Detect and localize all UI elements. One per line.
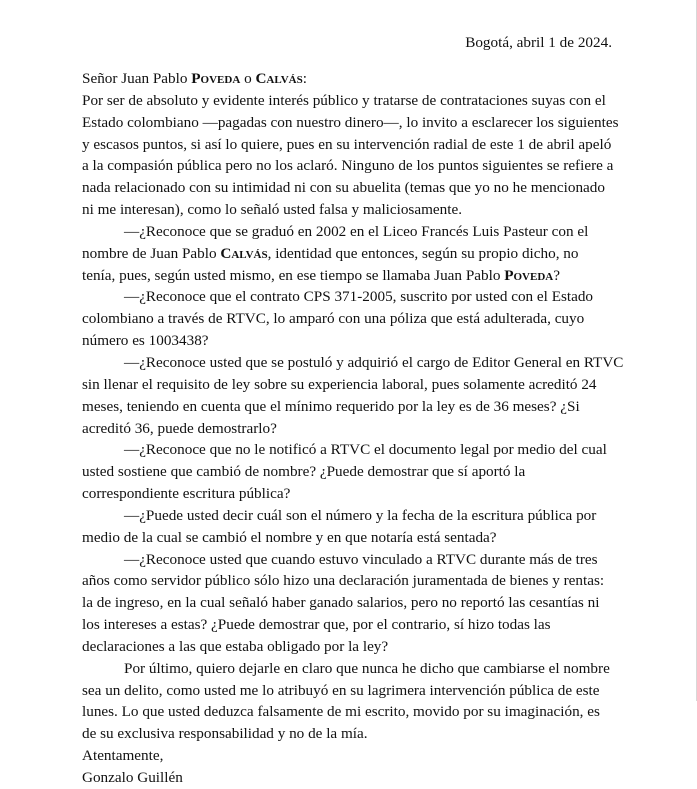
intro-line: Estado colombiano —pagadas con nuestro dinero—, lo invito a esclarecer los siguientes bbox=[82, 113, 619, 131]
salutation bbox=[82, 68, 622, 90]
intro-paragraph bbox=[82, 90, 622, 221]
signature: Gonzalo Guillén bbox=[82, 769, 183, 786]
question-line: número es 1003438? bbox=[82, 332, 209, 350]
intro-line: a la compasión pública pero no los aclaró. Ninguno de los puntos siguientes se refiere a bbox=[82, 157, 614, 175]
name-calvas: Calvás bbox=[220, 244, 268, 262]
question-line: nombre de Juan Pablo bbox=[82, 244, 221, 262]
salutation-suffix: : bbox=[302, 70, 307, 87]
closing-paragraph bbox=[82, 658, 622, 745]
question-line: acreditó 36, puede demostrarlo? bbox=[82, 419, 277, 437]
salutation-name-calvas: Calvás bbox=[255, 70, 303, 87]
question-line: —¿Reconoce que el contrato CPS 371-2005, suscrito por usted con el Estado bbox=[124, 288, 594, 306]
question-4 bbox=[82, 439, 622, 505]
question-line: meses, teniendo en cuenta que el mínimo requerido por la ley es de 36 meses? ¿Si bbox=[82, 397, 580, 415]
letter-date: Bogotá, abril 1 de 2024. bbox=[465, 34, 612, 51]
intro-line: ni me interesan), como lo señaló usted falsa y maliciosamente. bbox=[82, 201, 462, 219]
question-line: —¿Reconoce que se graduó en 2002 en el Liceo Francés Luis Pasteur con el bbox=[124, 222, 589, 240]
question-line: medio de la cual se cambió el nombre y en que notaría está sentada? bbox=[82, 528, 497, 546]
question-line: años como servidor público sólo hizo una declaración juramentada de bienes y rentas: bbox=[82, 572, 605, 590]
salutation-mid: o bbox=[240, 70, 256, 87]
salutation-name-poveda: Poveda bbox=[191, 70, 241, 87]
intro-line: nada relacionado con su intimidad ni con su abuelita (temas que yo no he mencionado bbox=[82, 179, 605, 197]
question-line: usted sostiene que cambió de nombre? ¿Puede demostrar que sí aportó la bbox=[82, 463, 526, 481]
letter-body bbox=[82, 68, 622, 789]
signoff: Atentamente, bbox=[82, 747, 164, 765]
question-line: colombiano a través de RTVC, lo amparó con una póliza que está adulterada, cuyo bbox=[82, 310, 585, 328]
closing-line: lunes. Lo que usted deduzca falsamente de mi escrito, movido por su imaginación, es bbox=[82, 703, 600, 721]
question-line: —¿Reconoce usted que cuando estuvo vinculado a RTVC durante más de tres bbox=[124, 550, 598, 568]
question-line: —¿Puede usted decir cuál son el número y la fecha de la escritura pública por bbox=[124, 506, 597, 524]
question-line: —¿Reconoce usted que se postuló y adquirió el cargo de Editor General en RTVC bbox=[124, 353, 624, 371]
question-line: sin llenar el requisito de ley sobre su experiencia laboral, pues solamente acreditó 24 bbox=[82, 375, 597, 393]
question-1 bbox=[82, 221, 622, 287]
question-line: los intereses a estas? ¿Puede demostrar que, por el contrario, sí hizo todas las bbox=[82, 616, 551, 634]
question-line: —¿Reconoce que no le notificó a RTVC el documento legal por medio del cual bbox=[124, 441, 607, 459]
question-6 bbox=[82, 549, 622, 658]
closing-line: sea un delito, como usted me lo atribuyó en su lagrimera intervención pública de este bbox=[82, 681, 600, 699]
question-line: correspondiente escritura pública? bbox=[82, 485, 291, 503]
question-line: , identidad que entonces, según su propio dicho, no bbox=[267, 244, 579, 262]
closing-line: Por último, quiero dejarle en claro que nunca he dicho que cambiarse el nombre bbox=[124, 659, 610, 677]
intro-line: y escasos puntos, si así lo quiere, pues en su intervención radial de este 1 de abril apeló bbox=[82, 135, 612, 153]
intro-line: Por ser de absoluto y evidente interés público y tratarse de contrataciones suyas con el bbox=[82, 91, 606, 109]
question-2 bbox=[82, 286, 622, 352]
question-5 bbox=[82, 505, 622, 549]
closing-line: de su exclusiva responsabilidad y no de la mía. bbox=[82, 725, 368, 743]
question-line: la de ingreso, en la cual señaló haber ganado salarios, pero no reportó las cesantías ni bbox=[82, 594, 600, 612]
question-line: declaraciones a las que estaba obligado por la ley? bbox=[82, 637, 389, 655]
question-line: tenía, pues, según usted mismo, en ese tiempo se llamaba Juan Pablo bbox=[82, 266, 505, 284]
question-line: ? bbox=[553, 266, 560, 284]
name-poveda: Poveda bbox=[504, 266, 554, 284]
salutation-prefix: Señor Juan Pablo bbox=[82, 70, 192, 87]
question-3 bbox=[82, 352, 622, 439]
